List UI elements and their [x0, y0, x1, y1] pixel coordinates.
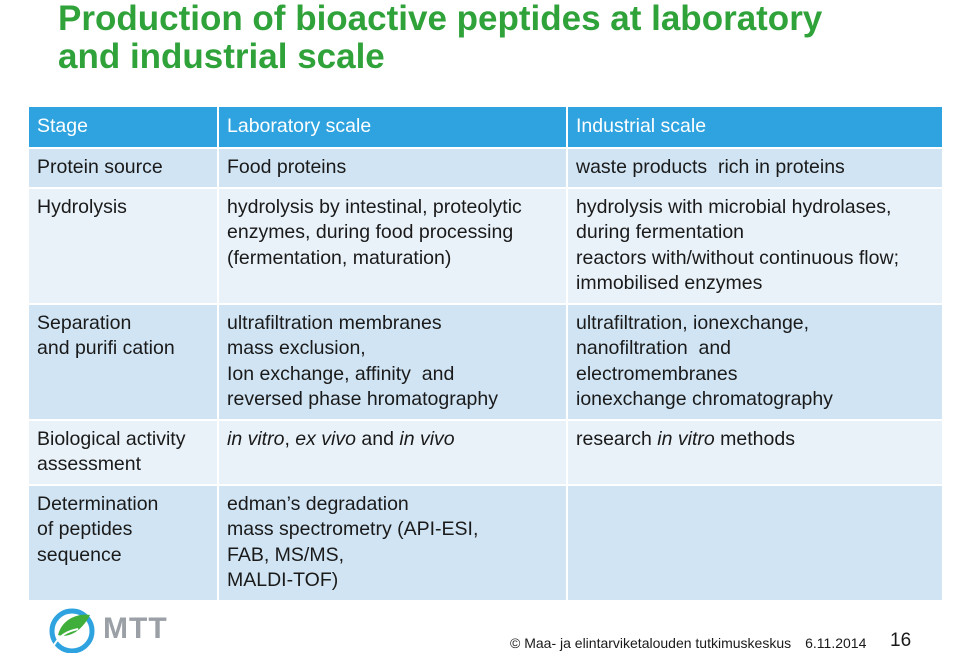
laboratory-cell: [218, 148, 567, 188]
logo-leaf: [58, 615, 90, 636]
text-run: methods: [714, 427, 795, 450]
cell-line: and purifi cation: [37, 337, 175, 359]
industrial-cell: [567, 420, 943, 485]
cell-line: immobilised enzymes: [576, 272, 763, 294]
cell-line: Separation: [37, 311, 132, 334]
production-table: [27, 105, 944, 602]
header-laboratory-scale: Laboratory scale: [218, 106, 567, 148]
stage-cell: [28, 485, 218, 601]
table-row: [28, 148, 943, 188]
cell-line: enzymes, during food processing: [227, 221, 514, 243]
stage-cell: [28, 148, 218, 188]
cell-line: reactors with/without continuous flow;: [576, 246, 899, 269]
cell-line: Determination: [37, 492, 159, 515]
slide-title: [58, 0, 938, 76]
cell-line: assessment: [37, 453, 142, 475]
cell-line: waste products rich in proteins: [576, 156, 845, 178]
cell-line: [576, 427, 934, 453]
cell-line: hydrolysis with microbial hydrolases,: [576, 195, 892, 218]
cell-line: electromembranes: [576, 362, 738, 385]
industrial-cell: [567, 188, 943, 304]
page-number: 16: [890, 630, 912, 651]
italic-text: in vivo: [399, 427, 455, 450]
laboratory-cell: [218, 420, 567, 485]
italic-text: ex vivo: [295, 427, 356, 450]
cell-line: hydrolysis by intestinal, proteolytic: [227, 195, 522, 218]
cell-line: [227, 427, 558, 453]
cell-line: mass spectrometry (API-ESI,: [227, 518, 479, 540]
header-stage: Stage: [28, 106, 218, 148]
cell-line: nanofiltration and: [576, 337, 732, 359]
cell-line: sequence: [37, 543, 122, 566]
table-row: [28, 485, 943, 601]
cell-line: Food proteins: [227, 156, 347, 178]
header-industrial-scale: Industrial scale: [567, 106, 943, 148]
cell-line: ultrafiltration, ionexchange,: [576, 311, 810, 334]
stage-cell: [28, 304, 218, 420]
laboratory-cell: [218, 188, 567, 304]
cell-line: of peptides: [37, 518, 133, 540]
industrial-cell: [567, 148, 943, 188]
stage-cell: [28, 188, 218, 304]
italic-text: in vitro: [227, 427, 285, 450]
stage-cell: [28, 420, 218, 485]
cell-line: during fermentation: [576, 221, 745, 243]
logo-text: MTT: [103, 612, 168, 645]
cell-line: reversed phase hromatography: [227, 388, 498, 410]
industrial-cell-empty: [567, 485, 943, 601]
cell-line: ionexchange chromatography: [576, 388, 833, 410]
cell-line: FAB, MS/MS,: [227, 543, 345, 566]
copyright-text: © Maa- ja elintarviketalouden tutkimuskeskus: [510, 635, 792, 651]
laboratory-cell: [218, 485, 567, 601]
cell-line: mass exclusion,: [227, 337, 366, 359]
cell-line: edman’s degradation: [227, 492, 409, 515]
text-run: ,: [284, 427, 296, 450]
text-run: and: [355, 427, 400, 450]
laboratory-cell: [218, 304, 567, 420]
table-header-row: [28, 106, 943, 148]
cell-line: Protein source: [37, 156, 163, 178]
footer-date: 6.11.2014: [805, 635, 867, 651]
cell-line: MALDI-TOF): [227, 569, 339, 591]
italic-text: in vitro: [657, 427, 715, 450]
slide-title-line-1: Production of bioactive peptides at laboratory: [58, 0, 823, 38]
text-run: research: [576, 427, 658, 450]
cell-line: Biological activity: [37, 427, 186, 450]
mtt-logo-icon: [44, 605, 100, 653]
cell-line: Ion exchange, affinity and: [227, 362, 455, 385]
table-row: [28, 188, 943, 304]
slide-title-line-2: and industrial scale: [58, 37, 385, 76]
cell-line: ultrafiltration membranes: [227, 311, 442, 334]
industrial-cell: [567, 304, 943, 420]
table-row: [28, 420, 943, 485]
copyright-footer: [510, 635, 866, 651]
table-row: [28, 304, 943, 420]
cell-line: Hydrolysis: [37, 195, 127, 218]
cell-line: (fermentation, maturation): [227, 246, 452, 269]
